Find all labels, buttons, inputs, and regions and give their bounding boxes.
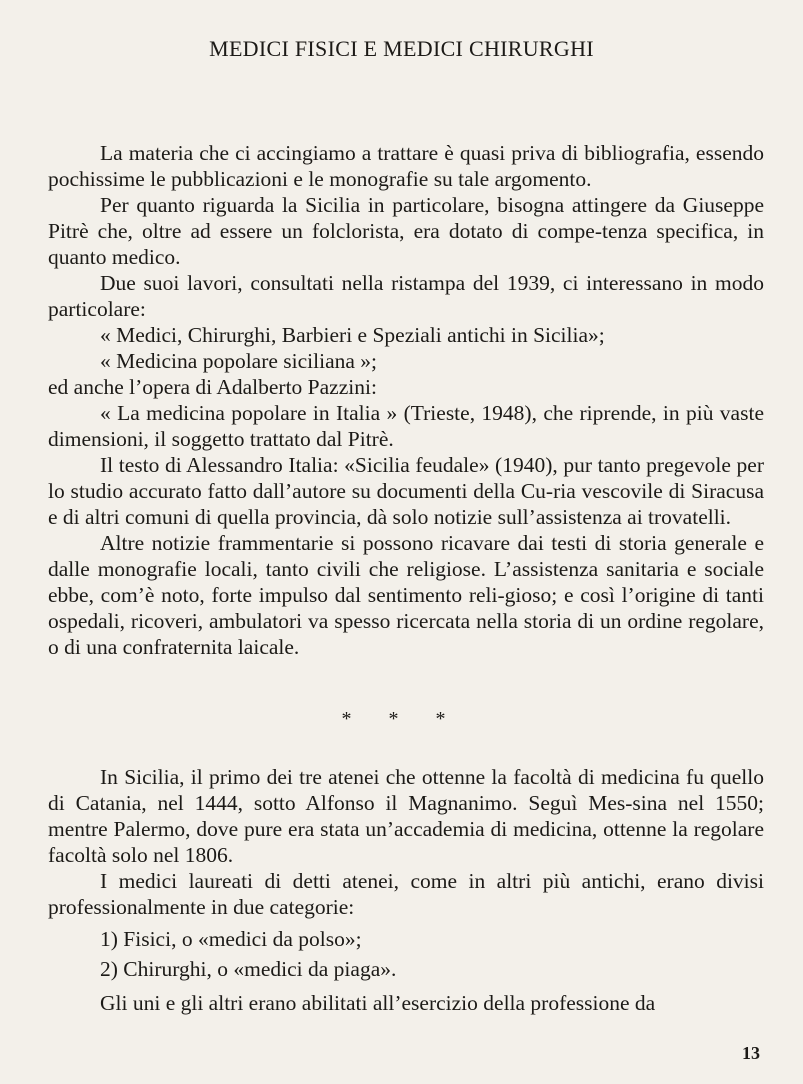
quoted-title: « Medicina popolare siciliana »; [100,349,378,373]
paragraph: Per quanto riguarda la Sicilia in particolare, bisogna attingere da Giuseppe Pitrè che, oltre ad essere un folclorista, era dotato di compe-tenza specifica, in quanto medico. [48,193,764,269]
section-2 [48,764,764,1016]
quoted-title: « Medici, Chirurghi, Barbieri e Speziali antichi in Sicilia»; [100,323,605,347]
section-1 [48,140,764,660]
section-separator: * * * [341,708,462,730]
paragraph: La materia che ci accingiamo a trattare è quasi priva di bibliografia, essendo pochissime le pubblicazioni e le monografie su tale argomento. [48,141,764,191]
chapter-title: MEDICI FISICI E MEDICI CHIRURGHI [209,36,594,61]
list-item: 2) Chirurghi, o «medici da piaga». [100,957,397,981]
paragraph: Altre notizie frammentarie si possono ricavare dai testi di storia generale e dalle monografie locali, tanto civili che religiose. L’assistenza sanitaria e sociale ebbe, com’è noto, forte impulso dal sentimento reli-gioso; e così l’origine di tanti ospedali, ricoveri, ambulatori va spesso ricercata nella storia di un ordine regolare, o di una confraternita laicale. [48,531,764,659]
paragraph: I medici laureati di detti atenei, come in altri più antichi, erano divisi professionalmente in due categorie: [48,869,764,919]
paragraph: Due suoi lavori, consultati nella ristampa del 1939, ci interessano in modo particolare: [48,271,764,321]
list-item: 1) Fisici, o «medici da polso»; [100,927,362,951]
paragraph: Il testo di Alessandro Italia: «Sicilia feudale» (1940), pur tanto pregevole per lo studio accurato fatto dall’autore su documenti della Cu-ria vescovile di Siracusa e di altri comuni di quella provincia, dà solo notizie sull’assistenza ai trovatelli. [48,453,764,529]
paragraph: Gli uni e gli altri erano abilitati all’esercizio della professione da [100,991,656,1015]
paragraph: « La medicina popolare in Italia » (Trieste, 1948), che riprende, in più vaste dimensioni, il soggetto trattato dal Pitrè. [48,401,764,451]
page-number: 13 [742,1043,760,1063]
paragraph: ed anche l’opera di Adalberto Pazzini: [48,375,377,399]
paragraph: In Sicilia, il primo dei tre atenei che ottenne la facoltà di medicina fu quello di Catania, nel 1444, sotto Alfonso il Magnanimo. Seguì Mes-sina nel 1550; mentre Palermo, dove pure era stata un’accademia di medicina, ottenne la regolare facoltà solo nel 1806. [48,765,764,867]
